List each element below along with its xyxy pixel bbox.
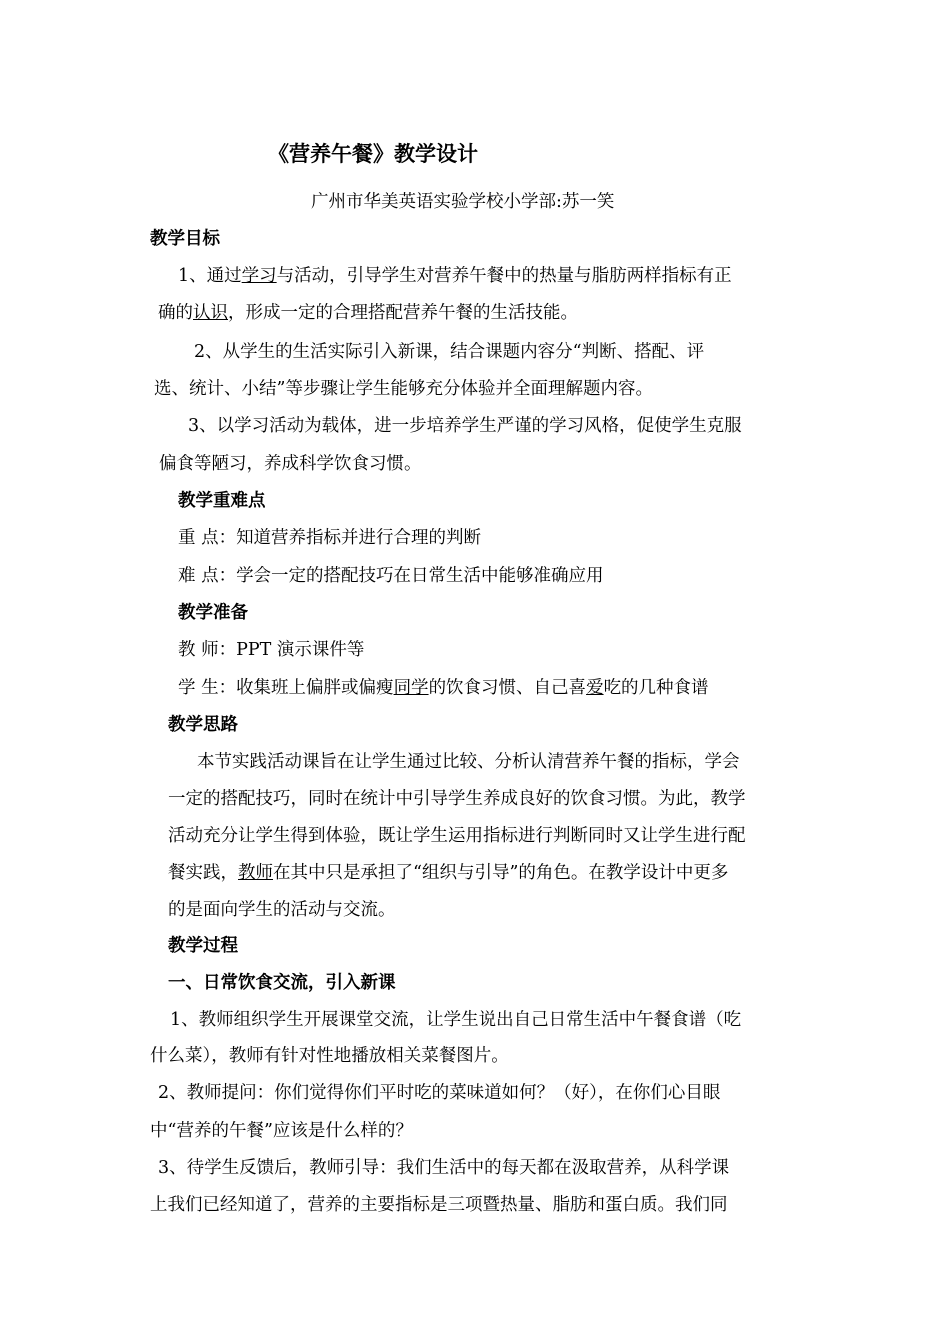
key-points-heading: 教学重难点 xyxy=(178,491,266,511)
approach-line-1: 本节实践活动课旨在让学生通过比较、分析认清营养午餐的指标，学会 xyxy=(197,752,740,772)
approach-line-5: 的是面向学生的活动与交流。 xyxy=(168,900,396,920)
process-item-1-line-2: 什么菜），教师有针对性地播放相关菜餐图片。 xyxy=(150,1046,509,1066)
goal-3-line-2: 偏食等陋习，养成科学饮食习惯。 xyxy=(159,454,422,474)
process-item-2-line-1: 2、教师提问：你们觉得你们平时吃的菜味道如何？（好），在你们心目眼 xyxy=(158,1083,721,1103)
goal-1-line-1: 1、通过学习与活动，引导学生对营养午餐中的热量与脂肪两样指标有正 xyxy=(178,266,732,286)
process-item-2-line-2: 中“营养的午餐”应该是什么样的？ xyxy=(150,1121,413,1141)
approach-line-3: 活动充分让学生得到体验，既让学生运用指标进行判断同时又让学生进行配 xyxy=(168,826,746,846)
difficulty-point: 难 点：学会一定的搭配技巧在日常生活中能够准确应用 xyxy=(178,566,604,586)
goals-heading: 教学目标 xyxy=(150,229,220,249)
author-line: 广州市华美英语实验学校小学部:苏一笑 xyxy=(311,192,615,212)
approach-line-4: 餐实践，教师在其中只是承担了“组织与引导”的角色。在教学设计中更多 xyxy=(168,863,729,883)
process-item-3-line-2: 上我们已经知道了，营养的主要指标是三项暨热量、脂肪和蛋白质。我们同 xyxy=(150,1195,728,1215)
goal-2-line-1: 2、从学生的生活实际引入新课，结合课题内容分“判断、搭配、评 xyxy=(194,342,705,362)
prep-teacher: 教 师：PPT 演示课件等 xyxy=(178,640,365,660)
prep-student: 学 生：收集班上偏胖或偏瘦同学的饮食习惯、自己喜爱吃的几种食谱 xyxy=(178,678,709,698)
process-item-1-line-1: 1、教师组织学生开展课堂交流，让学生说出自己日常生活中午餐食谱（吃 xyxy=(170,1010,742,1030)
approach-line-2: 一定的搭配技巧，同时在统计中引导学生养成良好的饮食习惯。为此，教学 xyxy=(168,789,746,809)
goal-2-line-2: 选、统计、小结”等步骤让学生能够充分体验并全面理解题内容。 xyxy=(154,379,653,399)
process-item-3-line-1: 3、待学生反馈后，教师引导：我们生活中的每天都在汲取营养，从科学课 xyxy=(158,1158,730,1178)
focus-point: 重 点：知道营养指标并进行合理的判断 xyxy=(178,528,482,548)
section-1-heading: 一、日常饮食交流，引入新课 xyxy=(168,973,396,993)
prep-heading: 教学准备 xyxy=(178,603,248,623)
process-heading: 教学过程 xyxy=(168,936,238,956)
approach-heading: 教学思路 xyxy=(168,715,238,735)
page-title: 《营养午餐》教学设计 xyxy=(268,141,478,166)
goal-3-line-1: 3、以学习活动为载体，进一步培养学生严谨的学习风格，促使学生克服 xyxy=(188,416,742,436)
goal-1-line-2: 确的认识，形成一定的合理搭配营养午餐的生活技能。 xyxy=(158,303,578,323)
